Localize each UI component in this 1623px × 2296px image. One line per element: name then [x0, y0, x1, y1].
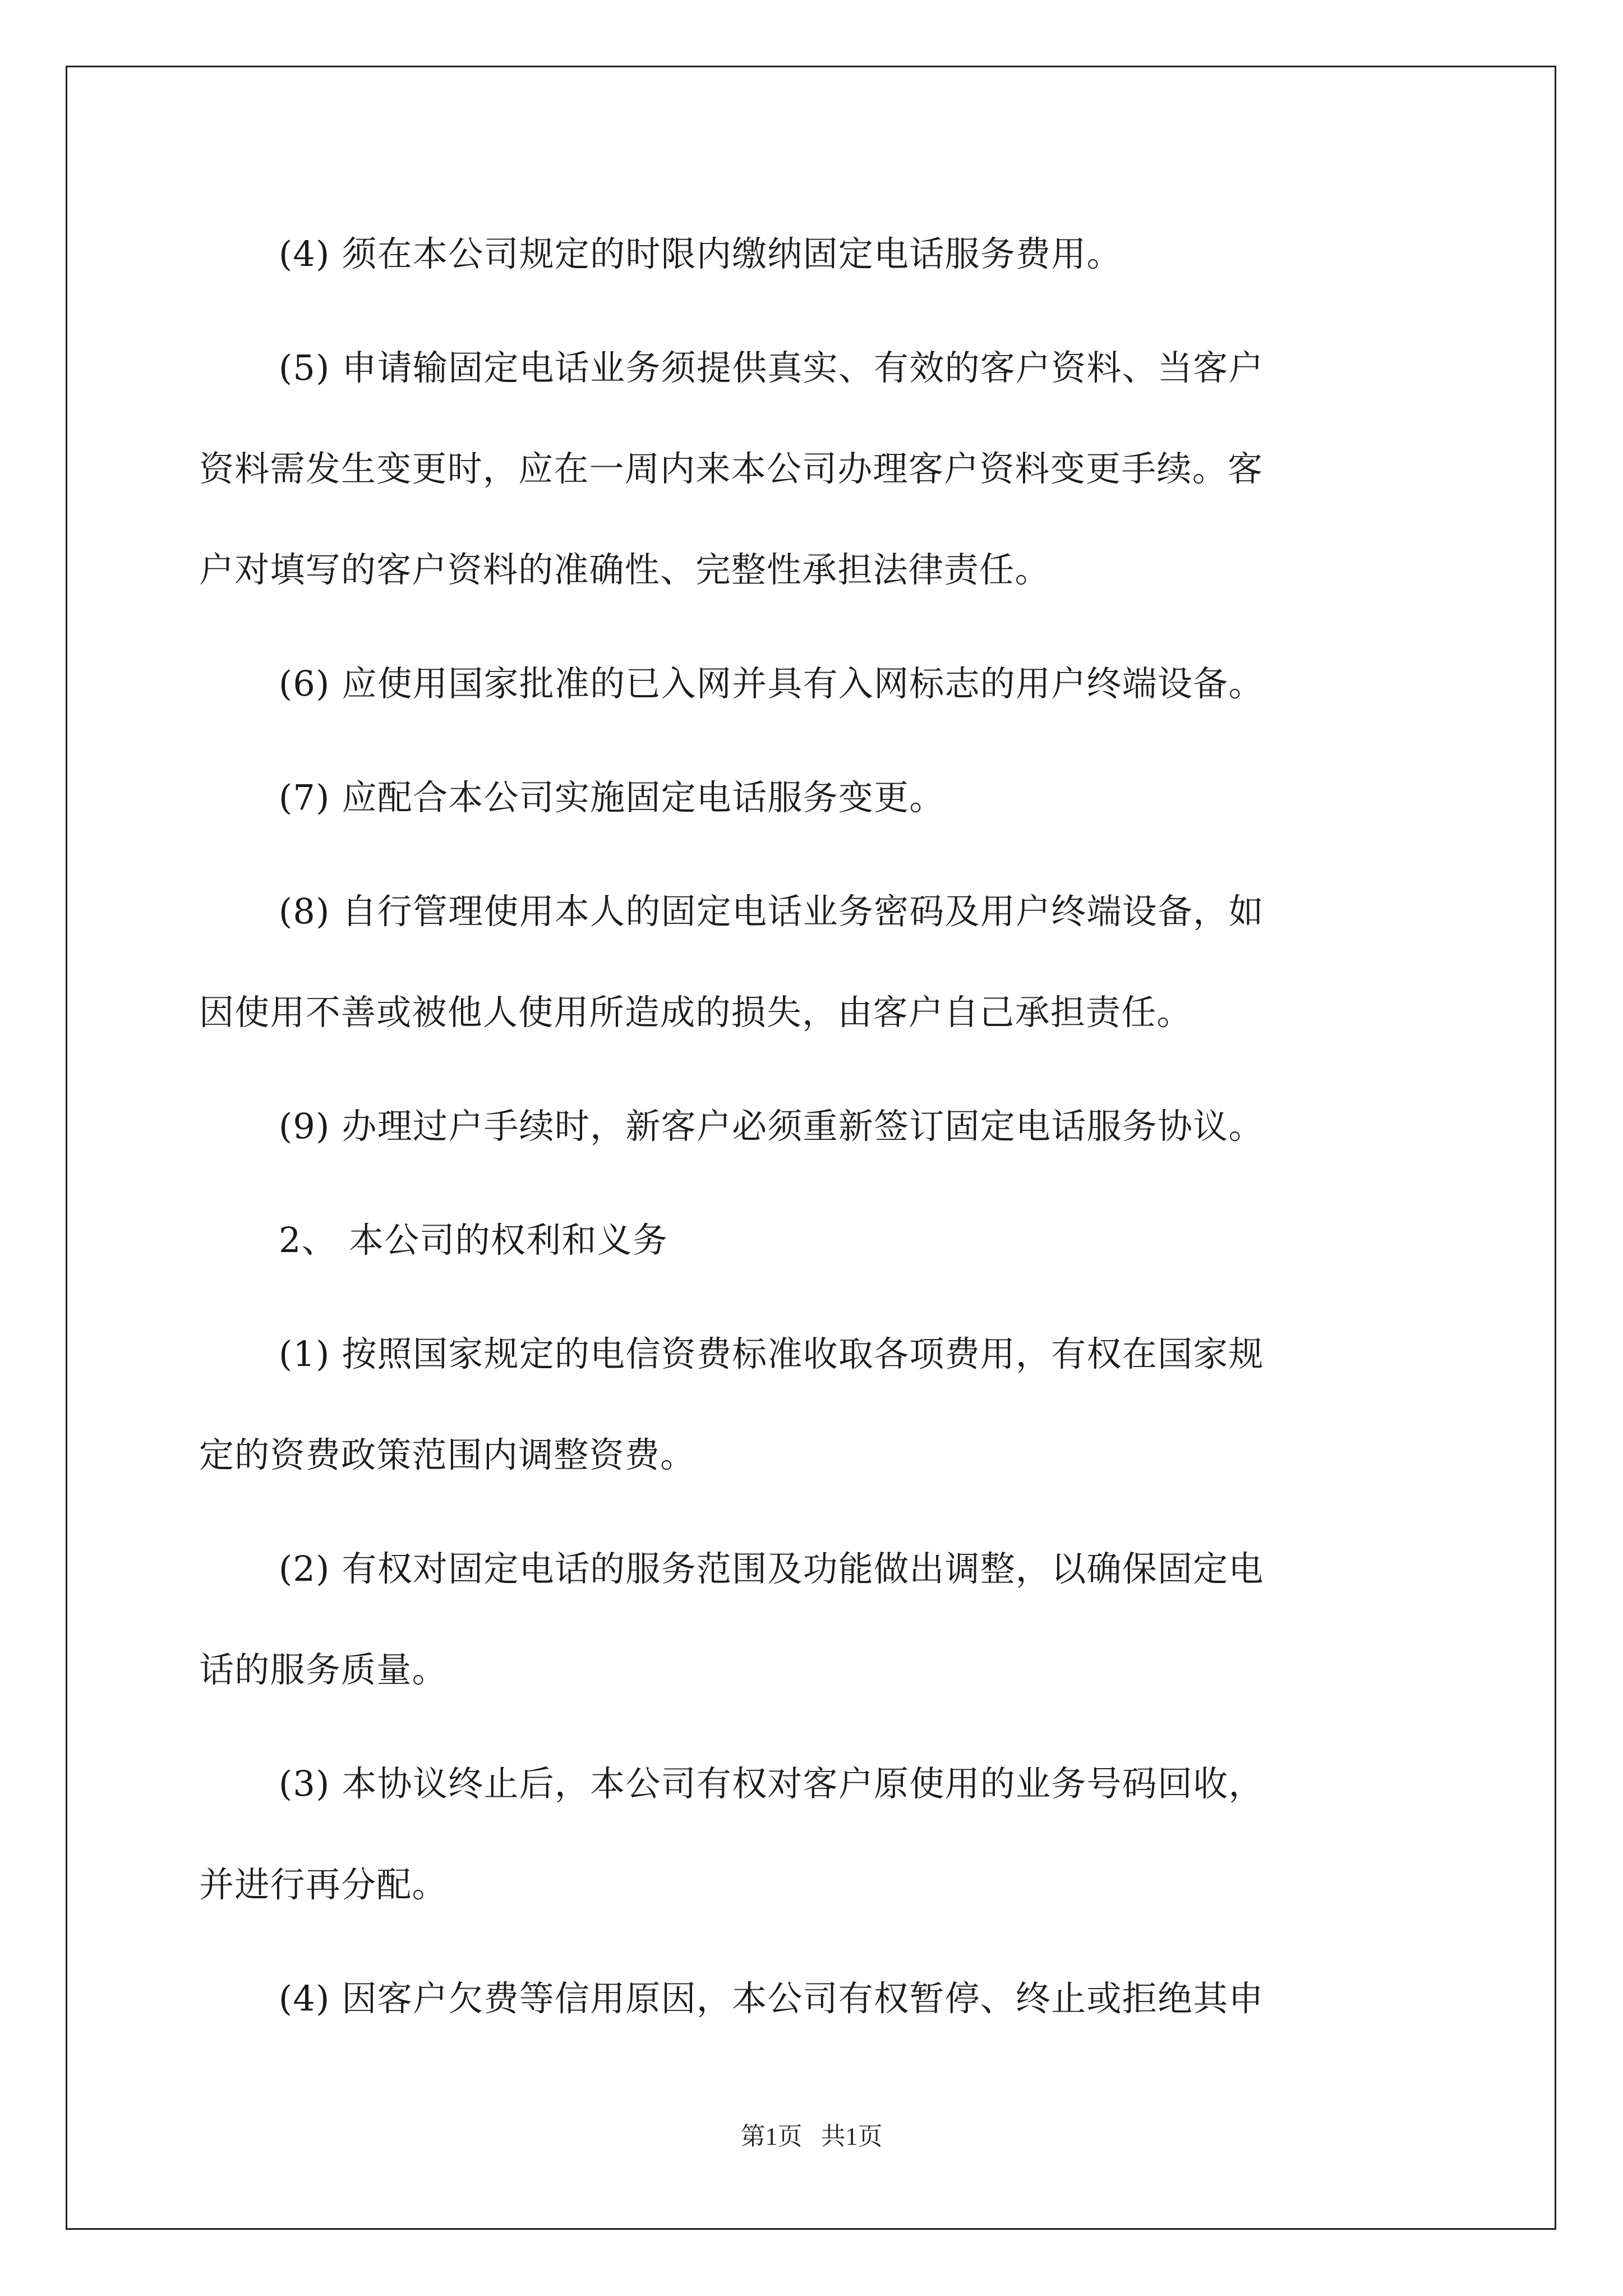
paragraph-line: (2) 有权对固定电话的服务范围及功能做出调整，以确保固定电: [279, 1548, 1264, 1589]
paragraph-line: (9) 办理过户手续时，新客户必须重新签订固定电话服务协议。: [279, 1106, 1264, 1147]
paragraph-line: 并进行再分配。: [199, 1864, 448, 1905]
paragraph-line: (3) 本协议终止后，本公司有权对客户原使用的业务号码回收，: [279, 1763, 1264, 1804]
paragraph-line: (4) 须在本公司规定的时限内缴纳固定电话服务费用。: [279, 233, 1122, 274]
paragraph-line: 户对填写的客户资料的准确性、完整性承担法律责任。: [199, 549, 1050, 590]
page-number-footer: 第1页 共1页: [740, 2123, 883, 2150]
paragraph-line: 定的资费政策范围内调整资费。: [199, 1434, 696, 1475]
paragraph-line: (1) 按照国家规定的电信资费标准收取各项费用，有权在国家规: [279, 1333, 1264, 1374]
paragraph-line: 话的服务质量。: [199, 1649, 448, 1690]
paragraph-line: (8) 自行管理使用本人的固定电话业务密码及用户终端设备，如: [279, 891, 1264, 932]
paragraph-line: (7) 应配合本公司实施固定电话服务变更。: [279, 777, 945, 818]
paragraph-line: (6) 应使用国家批准的已入网并具有入网标志的用户终端设备。: [279, 663, 1264, 704]
paragraph-line: (4) 因客户欠费等信用原因，本公司有权暂停、终止或拒绝其申: [279, 1978, 1264, 2019]
paragraph-line: 因使用不善或被他人使用所造成的损失，由客户自己承担责任。: [199, 992, 1192, 1033]
section-heading: 2、 本公司的权利和义务: [279, 1220, 668, 1260]
paragraph-line: (5) 申请输固定电话业务须提供真实、有效的客户资料、当客户: [279, 347, 1264, 388]
paragraph-line: 资料需发生变更时，应在一周内来本公司办理客户资料变更手续。客: [199, 448, 1264, 489]
